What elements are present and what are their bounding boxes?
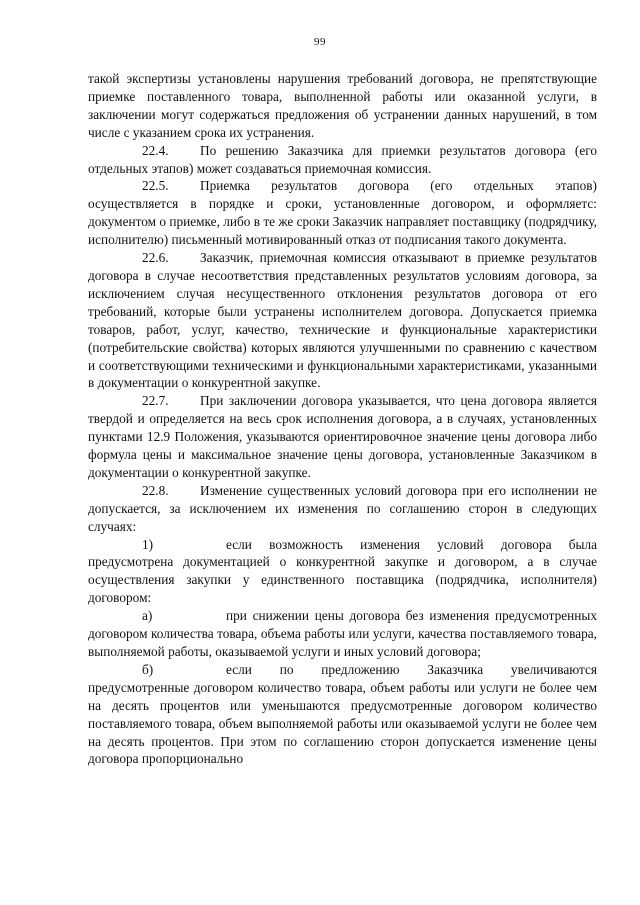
clause-22-8 <box>88 482 597 536</box>
clause-number: 22.8. <box>142 482 169 498</box>
subclause-number: 1) <box>142 536 154 552</box>
subclause-letter: а) <box>142 608 153 624</box>
paragraph-text: такой экспертизы установлены нарушения требований договора, не препятствующие приемке поставленного товара, выполненной работы или оказанной услуги, в заключении могут содержаться предложения об устранении данных нарушений, в том числе с указанием срока их устранения. <box>88 71 597 140</box>
clause-number: 22.6. <box>142 250 169 266</box>
clause-22-7 <box>88 392 597 482</box>
paragraph-expertise-continuation <box>88 70 597 142</box>
document-body <box>88 70 597 768</box>
clause-22-6 <box>88 249 597 392</box>
page-number: 99 <box>314 36 326 48</box>
subclause-a <box>88 607 597 661</box>
clause-22-5 <box>88 177 597 249</box>
clause-text: При заключении договора указывается, что цена договора является твердой и определяется на весь срок исполнения договора, а в случаях, установленных пунктами 12.9 Положения, указываются ориентировочное значение цены договора либо формула цены и максимальное значение цены договора, установленные Заказчиком в документации о конкурентной закупке. <box>88 393 597 480</box>
clause-text: По решению Заказчика для приемки результатов договора (его отдельных этапов) может создаваться приемочная комиссия. <box>88 142 597 176</box>
clause-number: 22.7. <box>142 393 169 409</box>
subclause-text: если возможность изменения условий договора была предусмотрена документацией о конкурентной закупке и договором, а в случае осуществления закупки у единственного поставщика (подрядчика, исполнителя) договором: <box>88 536 597 606</box>
subclause-text: если по предложению Заказчика увеличиваются предусмотренные договором количество товара, объем работы или услуги не более чем на десять процентов или уменьшаются предусмотренные договором количество поставляемого товара, объем выполняемой работы или оказываемой услуги не более чем на десять процентов. При этом по соглашению сторон допускается изменение цены договора пропорционально <box>88 661 597 767</box>
clause-text: Заказчик, приемочная комиссия отказывают в приемке результатов договора в случае несоответствия представленных результатов условиям договора, за исключением случая несущественного отклонения результатов договора от его требований, которые были устранены исполнителем договора. Допускается приемка товаров, работ, услуг, качество, технические и функциональные характеристики (потребительские свойства) которых являются улучшенными по сравнению с качеством и соответствующими техническими и функциональными характеристиками, указанными в документации о конкурентной закупке. <box>88 250 597 391</box>
subclause-1 <box>88 536 597 608</box>
clause-22-4 <box>88 142 597 178</box>
clause-text: Изменение существенных условий договора при его исполнении не допускается, за исключением их изменения по соглашению сторон в следующих случаях: <box>88 482 597 534</box>
clause-text: Приемка результатов договора (его отдельных этапов) осуществляется в порядке и сроки, установленные договором, и оформляетс: документом о приемке, либо в те же сроки Заказчик направляет поставщику (подрядчику, исполнителю) письменный мотивированный отказ от подписания такого документа. <box>88 178 597 248</box>
clause-number: 22.4. <box>142 142 169 158</box>
clause-number: 22.5. <box>142 178 169 194</box>
subclause-text: при снижении цены договора без изменения предусмотренных договором количества товара, объема работы или услуги, качества поставляемого товара, выполняемой работы, оказываемой услуги и иных условий договора; <box>88 608 597 659</box>
subclause-letter: б) <box>142 661 154 677</box>
subclause-b <box>88 661 597 768</box>
